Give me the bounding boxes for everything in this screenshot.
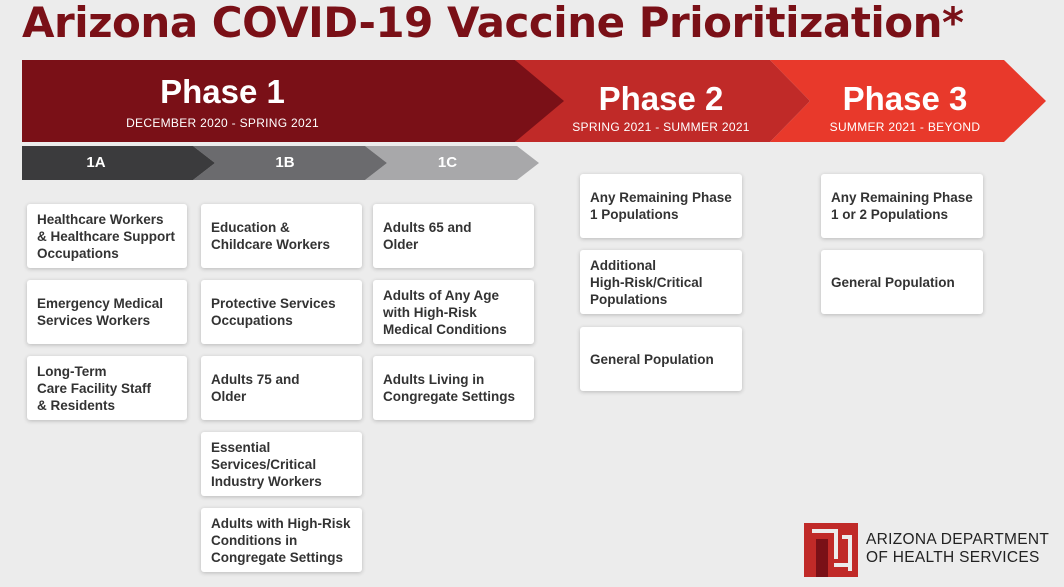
phase-3-label [805, 81, 1005, 134]
subphase-1a-label: 1A [86, 154, 106, 171]
phase-2-dates: SPRING 2021 - SUMMER 2021 [572, 120, 750, 134]
subphase-1c-label: 1C [437, 154, 458, 171]
group-label: Protective Services Occupations [211, 296, 336, 328]
group-label: Adults of Any Age with High-Risk Medical Conditions [383, 287, 507, 337]
group-card-1c [373, 280, 534, 344]
subphase-1b-label: 1B [275, 154, 295, 171]
group-label: Education & Childcare Workers [211, 220, 331, 252]
group-card-1a [27, 204, 187, 268]
group-label: General Population [831, 274, 955, 290]
group-card-phase-3 [821, 250, 983, 314]
adhs-logo-icon [804, 523, 858, 577]
group-card-1b [201, 356, 362, 420]
group-card-1c [373, 356, 534, 420]
group-card-1c [373, 204, 534, 268]
group-label: Healthcare Workers & Healthcare Support Occupations [37, 211, 176, 261]
phase-1-title: Phase 1 [160, 73, 285, 110]
phase-3-dates: SUMMER 2021 - BEYOND [829, 120, 981, 134]
phase-2-label [556, 81, 766, 134]
group-label: Adults Living in Congregate Settings [383, 372, 516, 404]
group-card-1b [201, 204, 362, 268]
group-label: Emergency Medical Services Workers [37, 296, 164, 328]
group-card-phase-2 [580, 250, 742, 314]
group-label: Any Remaining Phase 1 Populations [590, 190, 732, 222]
group-label: Adults 75 and Older [211, 372, 300, 404]
page-title: Arizona COVID-19 Vaccine Prioritization* [22, 0, 964, 47]
agency-name: ARIZONA DEPARTMENT OF HEALTH SERVICES [866, 531, 1050, 566]
group-card-phase-2 [580, 174, 742, 238]
group-label: Long-Term Care Facility Staff & Residents [37, 363, 152, 413]
group-card-1a [27, 280, 187, 344]
group-label: Adults 65 and Older [383, 220, 472, 252]
group-card-1b [201, 280, 362, 344]
group-card-1b [201, 508, 362, 572]
phase-2-title: Phase 2 [598, 80, 724, 117]
group-label: General Population [590, 351, 714, 367]
group-label: Additional High-Risk/Critical Populations [590, 257, 703, 307]
group-card-1a [27, 356, 187, 420]
phase-1-dates: DECEMBER 2020 - SPRING 2021 [126, 116, 319, 130]
group-label: Essential Services/Critical Industry Workers [211, 439, 322, 489]
group-card-1b [201, 432, 362, 496]
group-card-phase-3 [821, 174, 983, 238]
phase-1-label [110, 74, 335, 130]
group-label: Any Remaining Phase 1 or 2 Populations [831, 190, 973, 222]
phase-3-title: Phase 3 [842, 80, 968, 117]
group-card-phase-2 [580, 327, 742, 391]
group-label: Adults with High-Risk Conditions in Congregate Settings [211, 515, 351, 565]
